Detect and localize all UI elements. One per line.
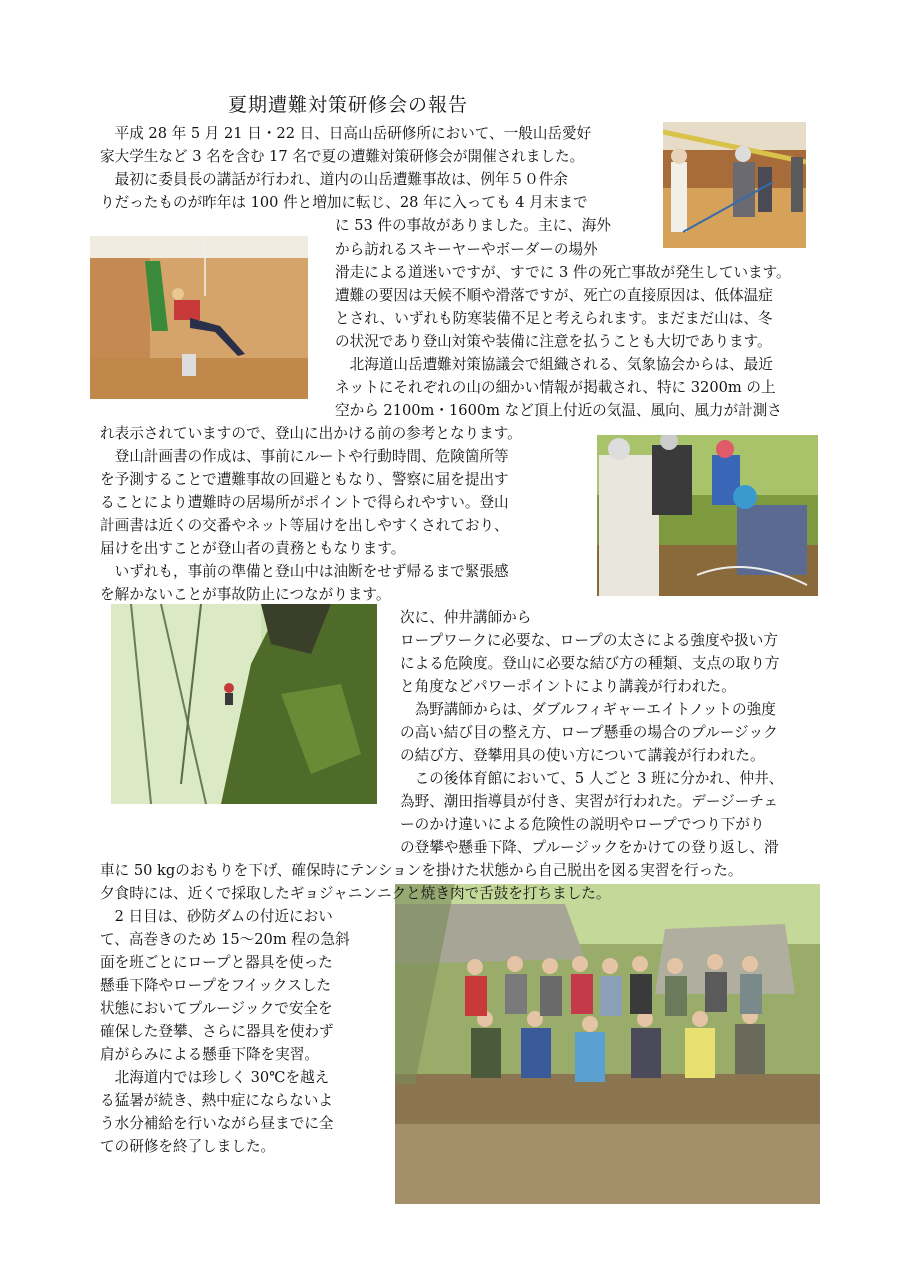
text-line: る猛暑が続き、熱中症にならないよ <box>100 1092 333 1109</box>
text-line: りだったものが昨年は 100 件と増加に転じ、28 年に入っても 4 月末まで <box>100 194 588 211</box>
text-line: 確保した登攀、さらに器具を使わず <box>100 1023 334 1040</box>
text-line: 車に 50 kgのおもりを下げ、確保時にテンションを掛けた状態から自己脱出を図る実習を行った。 <box>100 862 743 879</box>
text-line: て、高巻きのため 15～20m 程の急斜 <box>100 931 350 948</box>
text-line: 肩がらみによる懸垂下降を実習。 <box>100 1046 319 1063</box>
text-line: による危険度。登山に必要な結び方の種類、支点の取り方 <box>400 655 780 672</box>
text-line: 届けを出すことが登山者の責務ともなります。 <box>100 540 406 557</box>
text-line: の結び方、登攀用具の使い方について講義が行われた。 <box>400 747 765 764</box>
text-line: 為野講師からは、ダブルフィギャーエイトノットの強度 <box>400 701 776 718</box>
text-line: 為野、潮田指導員が付き、実習が行われた。デージーチェ <box>400 793 779 810</box>
text-line: の状況であり登山対策や装備に注意を払うことも大切であります。 <box>335 333 772 350</box>
text-line: の登攀や懸垂下降、プルージックをかけての登り返し、滑 <box>400 839 779 856</box>
text-line: 最初に委員長の講話が行われ、道内の山岳遭難事故は、例年５０件余 <box>100 171 568 188</box>
text-line: を予測することで遭難事故の回避ともなり、警察に届を提出す <box>100 471 509 488</box>
text-line: に 53 件の事故がありました。主に、海外 <box>335 217 611 234</box>
text-line: この後体育館において、5 人ごと 3 班に分かれ、仲井、 <box>400 770 784 787</box>
text-line: ロープワークに必要な、ロープの太さによる強度や扱い方 <box>400 632 778 649</box>
text-line: ることにより遭難時の居場所がポイントで得られやすい。登山 <box>100 494 509 511</box>
text-line: 計画書は近くの交番やネット等届けを出しやすくされており、 <box>100 517 509 534</box>
text-line: 滑走による道迷いですが、すでに 3 件の死亡事故が発生しています。 <box>335 264 791 281</box>
text-line: いずれも，事前の準備と登山中は油断をせず帰るまで緊張感 <box>100 563 509 580</box>
text-line: の高い結び目の整え方、ロープ懸垂の場合のプルージック <box>400 724 778 741</box>
text-line: ネットにそれぞれの山の細かい情報が掲載され、特に 3200m の上 <box>335 379 776 396</box>
text-line: 懸垂下降やロープをフイックスした <box>100 977 332 994</box>
group-photo <box>395 884 820 1204</box>
text-line: 北海道山岳遭難対策協議会で組織される、気象協会からは、最近 <box>335 356 773 373</box>
text-line: 北海道内では珍しく 30℃を越え <box>100 1069 330 1086</box>
wall-climbing-photo <box>90 236 308 399</box>
text-line: 平成 28 年 5 月 21 日・22 日、日高山岳研修所において、一般山岳愛好 <box>100 125 592 142</box>
report-title: 夏期遭難対策研修会の報告 <box>228 94 469 116</box>
text-line: 状態においてプルージックで安全を <box>100 1000 333 1017</box>
text-line: 次に、仲井講師から <box>400 609 532 626</box>
text-line: を解かないことが事故防止につながります。 <box>100 586 391 603</box>
rope-practice-photo <box>597 435 818 596</box>
text-line: う水分補給を行いながら昼までに全 <box>100 1115 334 1132</box>
text-line: 夕食時には、近くで採取したギョジャニンニクと焼き肉で舌鼓を打ちました。 <box>100 885 611 902</box>
text-line: とされ、いずれも防寒装備不足と考えられます。まだまだ山は、冬 <box>335 310 773 327</box>
text-line: から訪れるスキーヤーやボーダーの場外 <box>335 241 598 258</box>
text-line: 家大学生など 3 名を含む 17 名で夏の遭難対策研修会が開催されました。 <box>100 148 585 165</box>
text-line: 遭難の要因は天候不順や滑落ですが、死亡の直接原因は、低体温症 <box>335 287 773 304</box>
text-line: 面を班ごとにロープと器具を使った <box>100 954 333 971</box>
text-line: 登山計画書の作成は、事前にルートや行動時間、危険箇所等 <box>100 448 509 465</box>
text-line: と角度などパワーポイントにより講義が行われた。 <box>400 678 736 695</box>
text-line: ーのかけ違いによる危険性の説明やロープでつり下がり <box>400 816 765 833</box>
text-line: 2 日目は、砂防ダムの付近におい <box>100 908 333 925</box>
text-line: ての研修を終了しました。 <box>100 1138 276 1155</box>
forest-cliff-photo <box>111 604 377 804</box>
text-line: 空から 2100m・1600m など頂上付近の気温、風向、風力が計測さ <box>335 402 782 419</box>
text-line: れ表示されていますので、登山に出かける前の参考となります。 <box>100 425 522 442</box>
gym-training-photo <box>663 122 806 248</box>
